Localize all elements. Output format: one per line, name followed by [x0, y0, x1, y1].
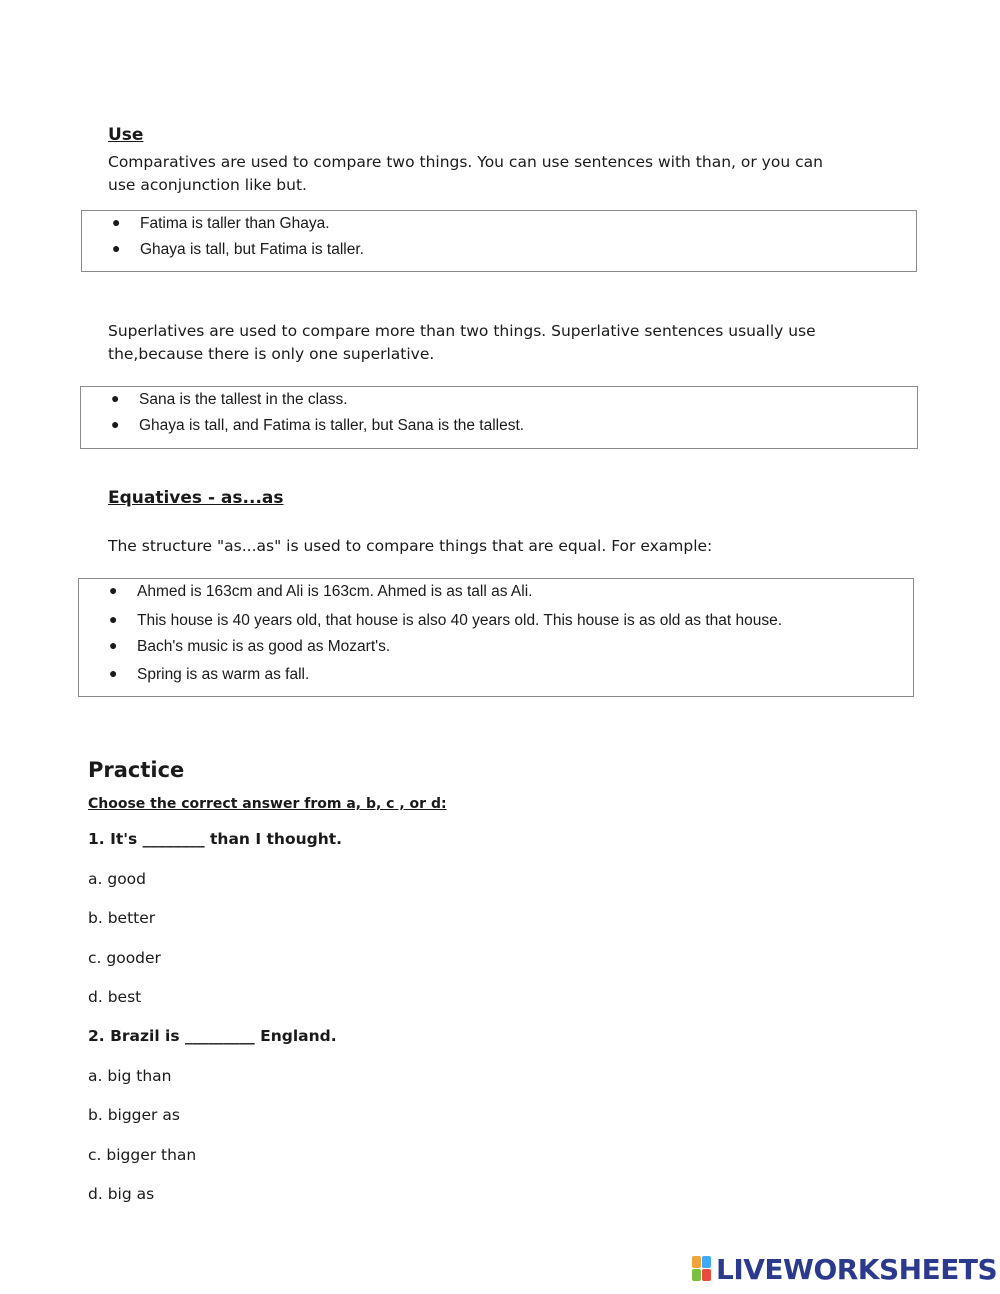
use-paragraph-line-2: use aconjunction like but.: [108, 176, 307, 194]
liveworksheets-mark-icon: [692, 1256, 712, 1282]
question-2-prompt: 2. Brazil is _________ England.: [88, 1027, 337, 1045]
question-2-option-b[interactable]: b. bigger as: [88, 1106, 180, 1124]
brand-name: LIVEWORKSHEETS: [716, 1252, 998, 1286]
superlatives-example-box: ● Sana is the tallest in the class. ● Ghaya is tall, and Fatima is taller, but Sana is the tallest.: [80, 386, 918, 449]
use-paragraph: [108, 151, 848, 197]
question-1-option-b[interactable]: b. better: [88, 909, 156, 927]
question-1-option-d[interactable]: d. best: [88, 988, 142, 1006]
question-2-option-a[interactable]: a. big than: [88, 1067, 172, 1085]
use-paragraph-line-1: Comparatives are used to compare two things. You can use sentences with than, or you can: [108, 153, 823, 171]
comparatives-example-box: ● Fatima is taller than Ghaya. ● Ghaya is tall, but Fatima is taller.: [81, 210, 917, 272]
superlatives-paragraph: [108, 320, 848, 366]
question-2-option-c[interactable]: c. bigger than: [88, 1146, 197, 1164]
question-1-option-c[interactable]: c. gooder: [88, 949, 161, 967]
use-heading: Use: [108, 125, 144, 145]
superlatives-paragraph-line-2: the,because there is only one superlative.: [108, 345, 435, 363]
equatives-heading: Equatives - as...as: [108, 488, 284, 508]
superlatives-paragraph-line-1: Superlatives are used to compare more than two things. Superlative sentences usually use: [108, 322, 816, 340]
question-1-option-a[interactable]: a. good: [88, 870, 146, 888]
liveworksheets-logo[interactable]: [692, 1254, 997, 1284]
question-2-option-d[interactable]: d. big as: [88, 1185, 155, 1203]
practice-title: Practice: [88, 758, 185, 782]
question-1-prompt: 1. It's ________ than I thought.: [88, 830, 343, 848]
practice-instruction: Choose the correct answer from a, b, c , or d:: [88, 796, 447, 812]
equatives-example-box: ● Ahmed is 163cm and Ali is 163cm. Ahmed is as tall as Ali. ● This house is 40 years old, that house is also 40 years old. This house is as old as that house. ● Bach's music is as good as Mozart's. ● Spring is as warm as fall.: [78, 578, 914, 697]
equatives-paragraph: The structure "as...as" is used to compare things that are equal. For example:: [108, 537, 713, 555]
